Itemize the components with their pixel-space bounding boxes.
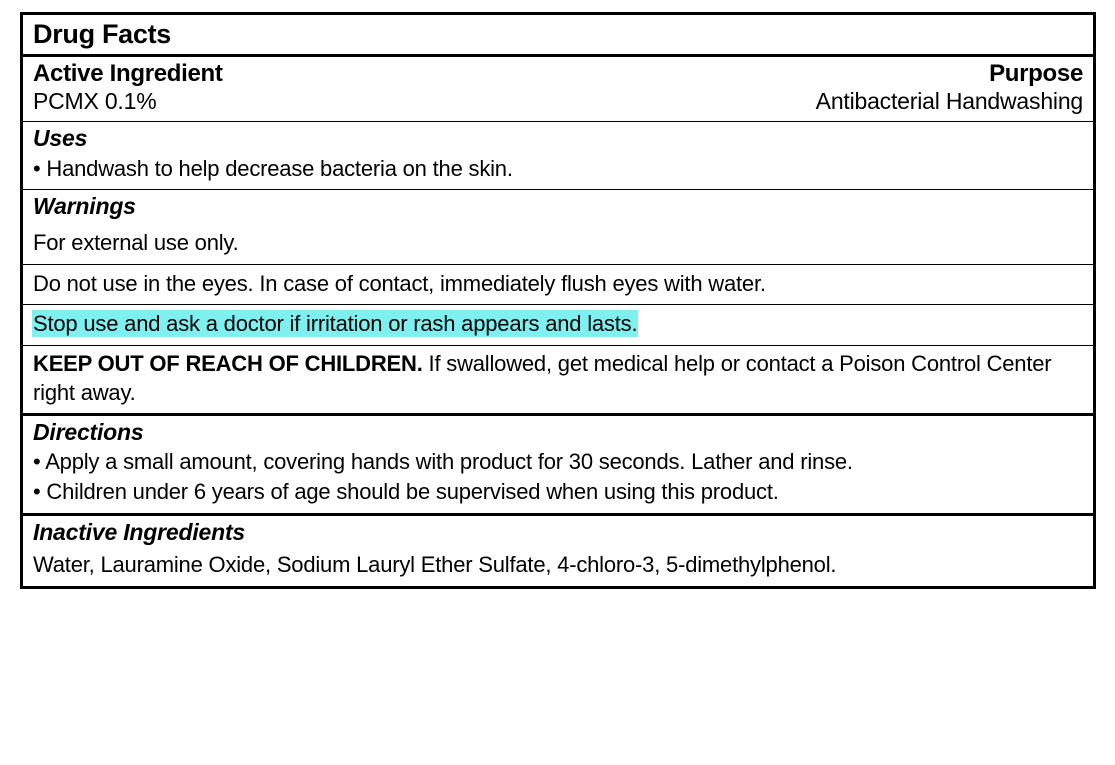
drug-facts-label [20,12,1096,589]
directions-section [23,416,1093,516]
active-ingredient-headings [33,60,1083,88]
uses-item: • Handwash to help decrease bacteria on the skin. [33,155,513,181]
warnings-line-1 [23,224,1093,265]
warnings-line-1-text: For external use only. [33,229,239,255]
active-ingredient-values [33,88,1083,115]
keep-out-of-reach-row [23,346,1093,416]
keep-out-of-reach-bold: KEEP OUT OF REACH OF CHILDREN. [33,350,423,376]
directions-item-2: • Children under 6 years of age should be supervised when using this product. [33,479,779,505]
directions-heading: Directions [33,418,144,445]
keep-out-of-reach-rest: If swallowed, get medical help or contact a Poison Control Center right away. [33,350,1052,405]
inactive-ingredients-heading: Inactive Ingredients [33,518,246,545]
uses-heading: Uses [33,125,88,152]
warnings-line-2-text: Do not use in the eyes. In case of contact, immediately flush eyes with water. [33,270,766,296]
active-ingredient-value: PCMX 0.1% [33,88,157,115]
warnings-line-2 [23,265,1093,306]
active-ingredient-heading: Active Ingredient [33,60,223,88]
keep-out-of-reach-text [33,349,1083,407]
page-title: Drug Facts [23,15,1093,57]
inactive-ingredients-section [23,516,1093,586]
uses-section [23,122,1093,190]
warnings-line-3 [23,305,1093,346]
warnings-section [23,190,1093,415]
directions-item-1: • Apply a small amount, covering hands with product for 30 seconds. Lather and rinse. [33,449,853,475]
purpose-value: Antibacterial Handwashing [815,88,1083,115]
warnings-heading-row [23,190,1093,224]
purpose-heading: Purpose [989,60,1083,88]
active-ingredient-section [23,57,1093,122]
inactive-ingredients-value: Water, Lauramine Oxide, Sodium Lauryl Ether Sulfate, 4-chloro-3, 5-dimethylphenol. [33,552,837,578]
warnings-line-3-text-highlighted: Stop use and ask a doctor if irritation or rash appears and lasts. [33,311,638,337]
warnings-heading: Warnings [33,193,136,220]
